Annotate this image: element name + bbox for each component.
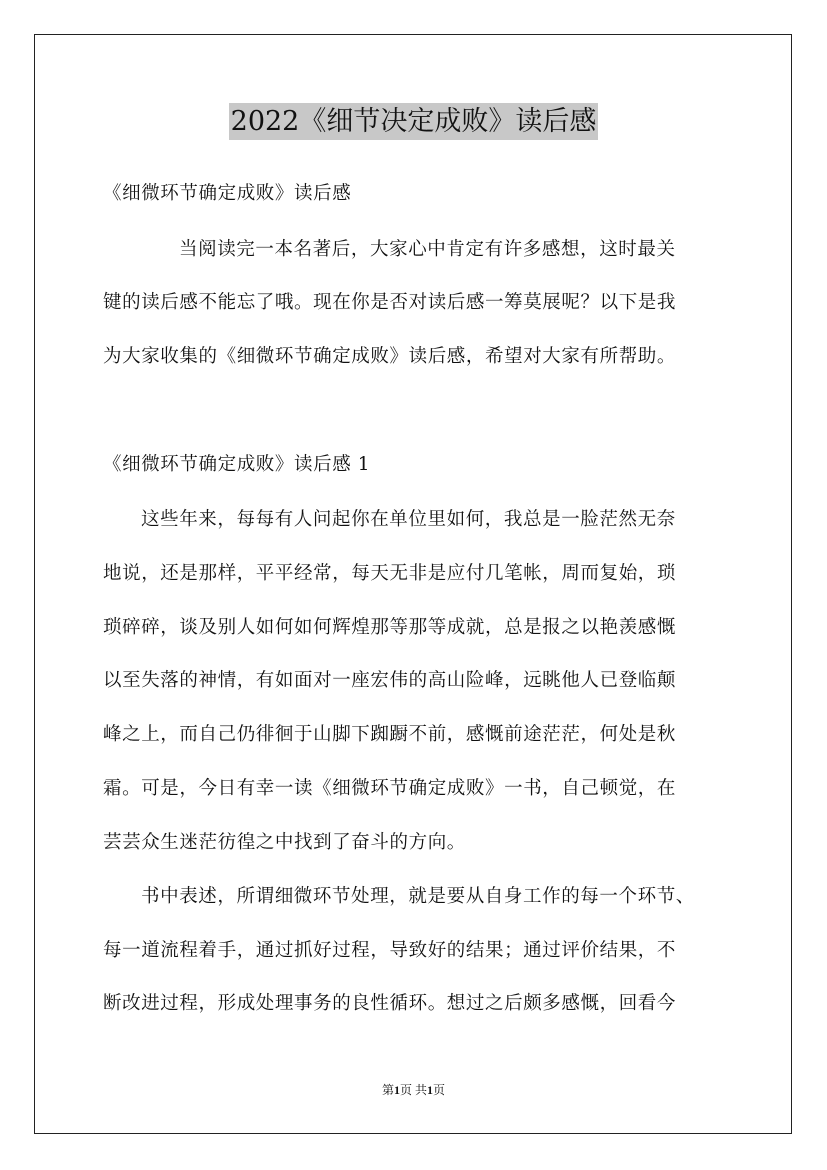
footer-prefix: 第 — [381, 1083, 394, 1097]
subtitle: 《细微环节确定成败》读后感 — [103, 183, 352, 204]
footer-page-number: 1 — [393, 1083, 400, 1097]
intro-line: 为大家收集的《细微环节确定成败》读后感，希望对大家有所帮助。 — [103, 346, 677, 367]
section-heading: 《细微环节确定成败》读后感 1 — [103, 454, 371, 475]
footer-page-total: 1 — [427, 1083, 433, 1097]
footer-suffix: 页 — [433, 1083, 446, 1097]
body-line: 峰之上，而自己仍徘徊于山脚下踟蹰不前，感慨前途茫茫，何处是秋 — [103, 724, 677, 745]
title-container — [0, 103, 827, 140]
page-footer — [0, 1082, 827, 1098]
intro-line: 键的读后感不能忘了哦。现在你是否对读后感一筹莫展呢？以下是我 — [103, 292, 677, 313]
body-line: 地说，还是那样，平平经常，每天无非是应付几笔帐，周而复始，琐 — [103, 563, 677, 584]
footer-mid: 页 共 — [399, 1083, 427, 1097]
body-line: 书中表述，所谓细微环节处理，就是要从自身工作的每一个环节、 — [141, 886, 695, 907]
document-title: 2022《细节决定成败》读后感 — [229, 103, 599, 140]
body-line: 这些年来，每每有人问起你在单位里如何，我总是一脸茫然无奈 — [141, 509, 676, 530]
body-line: 以至失落的神情，有如面对一座宏伟的高山险峰，远眺他人已登临颠 — [103, 670, 677, 691]
intro-line: 当阅读完一本名著后，大家心中肯定有许多感想，这时最关 — [179, 239, 676, 260]
body-line: 芸芸众生迷茫彷徨之中找到了奋斗的方向。 — [103, 832, 466, 853]
body-line: 霜。可是，今日有幸一读《细微环节确定成败》一书，自己顿觉，在 — [103, 778, 677, 799]
body-line: 断改进过程，形成处理事务的良性循环。想过之后颇多感慨，回看今 — [103, 993, 677, 1014]
body-line: 琐碎碎，谈及别人如何如何辉煌那等那等成就，总是报之以艳羡感慨 — [103, 617, 677, 638]
body-line: 每一道流程着手，通过抓好过程，导致好的结果；通过评价结果，不 — [103, 940, 677, 961]
